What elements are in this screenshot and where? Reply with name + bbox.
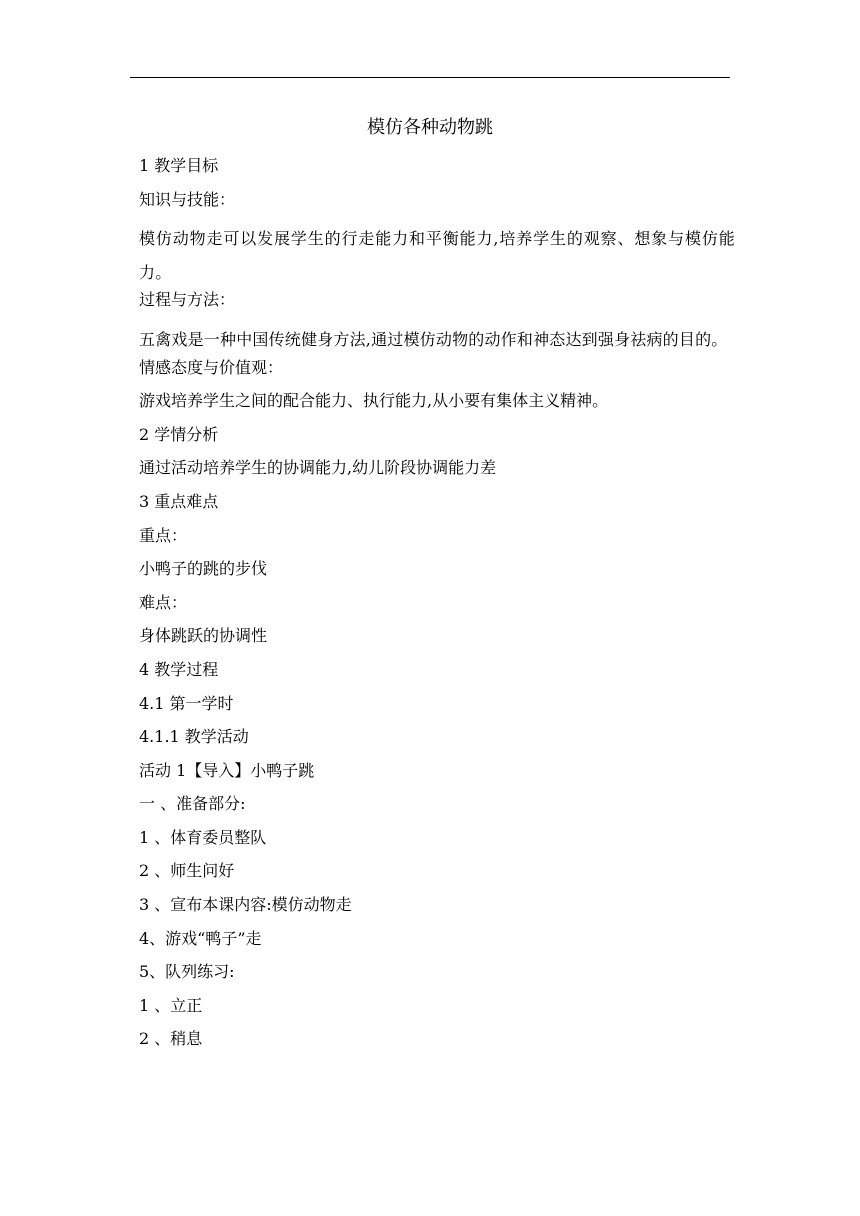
list-item: 一 、准备部分: (139, 794, 246, 814)
text-key-point: 小鸭子的跳的步伐 (139, 559, 268, 579)
list-item: 1 、体育委员整队 (139, 827, 267, 847)
list-item: 1 、立正 (139, 995, 203, 1015)
paragraph-knowledge-skills: 模仿动物走可以发展学生的行走能力和平衡能力,培养学生的观察、想象与模仿能力。 (139, 229, 735, 282)
list-item: 2 、稍息 (139, 1029, 203, 1049)
section-heading-analysis: 2 学情分析 (139, 424, 219, 444)
section-heading-objectives: 1 教学目标 (139, 156, 219, 175)
subheading-difficulty: 难点： (139, 592, 188, 612)
document-title: 模仿各种动物跳 (367, 117, 493, 138)
activity-title: 活动 1【导入】小鸭子跳 (139, 760, 315, 780)
header-rule (130, 77, 730, 78)
subheading-process-method: 过程与方法： (139, 290, 236, 310)
subheading-knowledge-skills: 知识与技能： (139, 189, 236, 209)
list-item: 2 、师生问好 (139, 861, 235, 881)
paragraph-attitude-values: 游戏培养学生之间的配合能力、执行能力,从小要有集体主义精神。 (139, 391, 609, 411)
list-item: 5、队列练习: (139, 962, 235, 982)
text-difficulty: 身体跳跃的协调性 (139, 626, 268, 646)
paragraph-process-method: 五禽戏是一种中国传统健身方法,通过模仿动物的动作和神态达到强身祛病的目的。 (139, 329, 728, 349)
document-body (139, 155, 735, 1062)
subheading-first-period: 4.1 第一学时 (139, 693, 234, 713)
section-heading-process: 4 教学过程 (139, 659, 219, 679)
list-item: 3 、宣布本课内容:模仿动物走 (139, 895, 352, 915)
section-heading-key-points: 3 重点难点 (139, 491, 219, 511)
subheading-teaching-activity: 4.1.1 教学活动 (139, 727, 249, 747)
subheading-key-point: 重点： (139, 525, 188, 545)
subheading-attitude-values: 情感态度与价值观： (139, 357, 284, 377)
paragraph-analysis: 通过活动培养学生的协调能力,幼儿阶段协调能力差 (139, 458, 497, 478)
list-item: 4、游戏“鸭子”走 (139, 928, 262, 948)
